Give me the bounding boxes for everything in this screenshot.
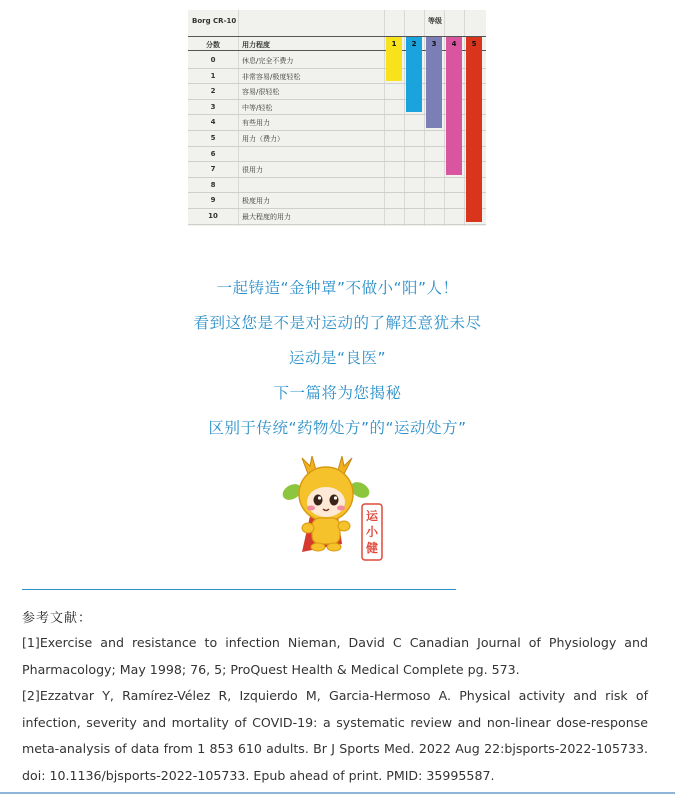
borg-title: Borg CR-10 [192, 17, 237, 25]
slogan-line-5: 区别于传统“药物处方”的“运动处方” [208, 419, 467, 437]
effort-description: 最大程度的用力 [242, 213, 291, 221]
grade-bar-2 [406, 37, 422, 112]
borg-header-blank [238, 10, 384, 36]
score-value: 7 [210, 165, 216, 174]
mascot-character-icon [272, 452, 392, 564]
slogan-line-3: 运动是“良医” [288, 349, 387, 367]
borg-scale-table [188, 10, 486, 226]
effort-description: 非常容易/极度轻松 [242, 72, 301, 81]
reference-item-1: [1]Exercise and resistance to infection Nieman, David C Canadian Journal of Physiology and Pharmacology; May 1998; 76, 5; ProQuest Health & Medical Complete pg. 573. [22, 635, 648, 677]
grade-bar-3 [426, 37, 442, 128]
svg-text:运: 运 [365, 509, 379, 523]
effort-description: 容易/很轻松 [242, 88, 280, 97]
score-value: 2 [210, 87, 216, 96]
score-value: 6 [210, 149, 216, 158]
svg-text:小: 小 [365, 525, 379, 539]
grade-bar-5 [466, 37, 482, 222]
grade-label: 3 [431, 40, 437, 48]
effort-description: 有些用力 [242, 119, 270, 128]
slogan-line-1: 一起铸造“金钟罩”不做小“阳”人！ [216, 279, 459, 297]
table-row-rule [188, 130, 486, 131]
table-column-divider [238, 10, 239, 226]
table-row-rule [188, 192, 486, 193]
svg-text:健: 健 [365, 541, 379, 555]
effort-description: 用力（费力） [242, 135, 284, 143]
grade-bar-4 [446, 37, 462, 175]
effort-description: 休息/完全不费力 [242, 57, 294, 65]
grade-header: 等级 [428, 17, 442, 25]
grade-label: 1 [391, 40, 397, 48]
score-value: 0 [210, 56, 216, 64]
score-value: 4 [210, 118, 216, 127]
table-row-rule [188, 224, 486, 225]
score-value: 10 [208, 212, 218, 220]
table-row-rule [188, 208, 486, 209]
grade-label: 5 [471, 40, 477, 48]
grade-label: 2 [411, 40, 417, 48]
table-row-rule [188, 146, 486, 147]
score-value: 1 [210, 71, 216, 80]
slogan-line-4: 下一篇将为您揭秘 [273, 384, 402, 402]
score-value: 3 [210, 102, 216, 111]
score-value: 8 [210, 180, 216, 189]
slogan-line-2: 看到这您是不是对运动的了解还意犹未尽 [193, 314, 482, 332]
table-row-rule [188, 161, 486, 162]
effort-description: 中等/轻松 [242, 103, 273, 112]
effort-description: 很用力 [242, 166, 263, 175]
references-title: 参考文献： [22, 611, 93, 626]
table-row-rule [188, 177, 486, 178]
section-divider [22, 589, 456, 590]
score-value: 9 [210, 196, 216, 205]
bottom-rule [0, 792, 675, 794]
effort-description: 极度用力 [242, 197, 270, 206]
score-column-header: 分数 [206, 41, 220, 49]
grade-label: 4 [451, 40, 457, 48]
reference-item-2: [2]Ezzatvar Y, Ramírez-Vélez R, Izquierdo M, Garcia-Hermoso A. Physical activity and risk of infection, severity and mortality of COVID-19: a systematic review and non-linear dose-response meta-analysis of data from 1 853 610 adults. Br J Sports Med. 2022 Aug 22:bjsports-2022-105733. doi: 10.1136/bjsports-2022-105733. Epub ahead of print. PMID: 35995587. [22, 688, 648, 783]
effort-column-header: 用力程度 [242, 41, 270, 49]
score-value: 5 [210, 134, 216, 142]
